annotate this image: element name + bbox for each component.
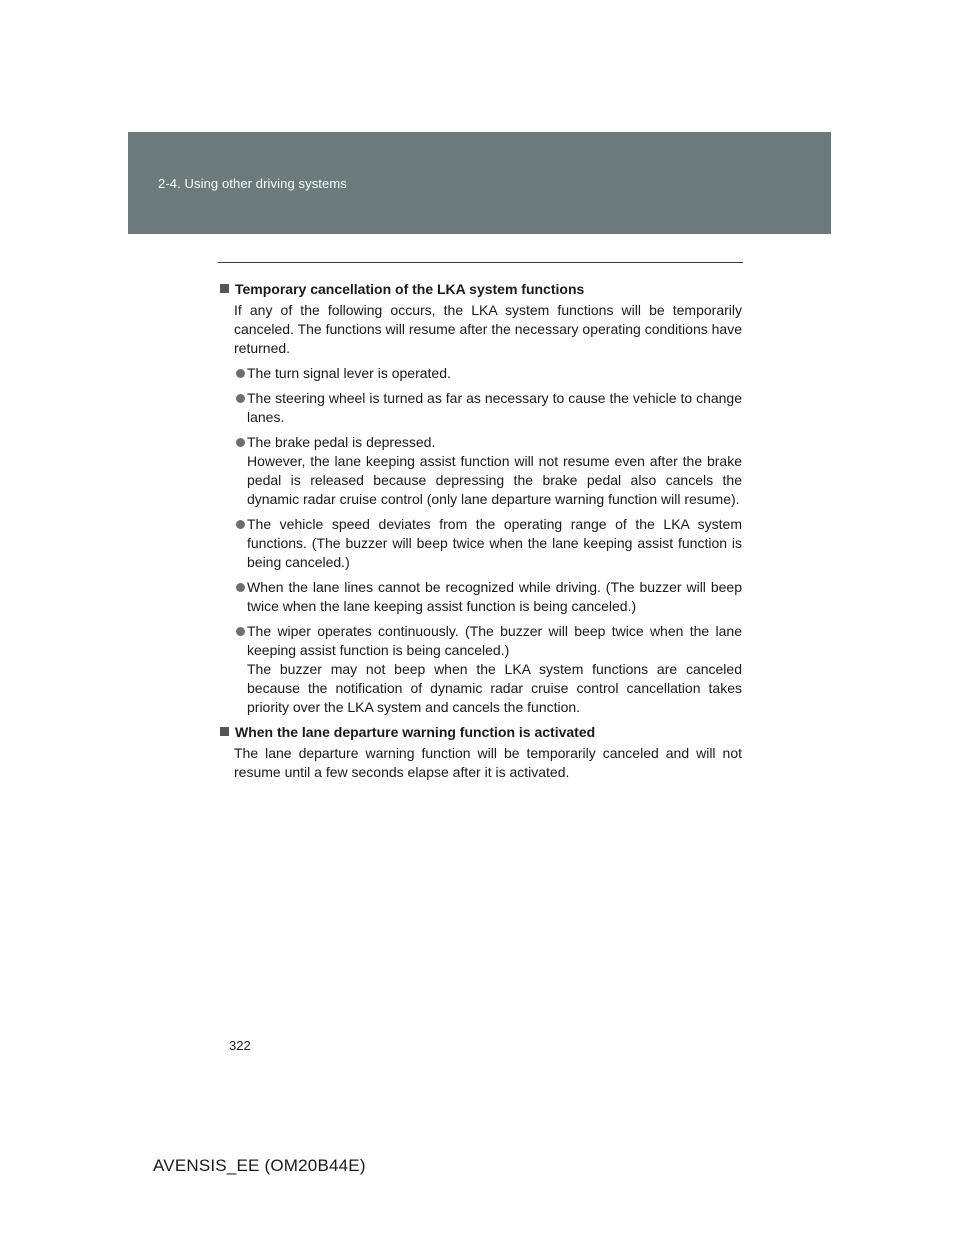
list-item: The turn signal lever is operated. (220, 364, 742, 383)
topic-heading: When the lane departure warning function is activated (220, 723, 742, 742)
content-area (220, 280, 742, 788)
round-bullet-icon (236, 520, 245, 529)
list-item: When the lane lines cannot be recognized while driving. (The buzzer will beep twice when the lane keeping assist function is being canceled.) (220, 578, 742, 616)
topic-paragraph: If any of the following occurs, the LKA system functions will be temporarily canceled. The functions will resume after the necessary operating conditions have returned. (234, 302, 742, 356)
list-item: The brake pedal is depressed. However, the lane keeping assist function will not resume even after the brake pedal is released because depressing the brake pedal also cancels the dynamic radar cruise control (only lane departure warning function will resume). (220, 433, 742, 509)
header-band (128, 132, 831, 234)
round-bullet-icon (236, 369, 245, 378)
round-bullet-icon (236, 394, 245, 403)
section-title: 2-4. Using other driving systems (158, 176, 347, 191)
square-bullet-icon (220, 727, 229, 736)
page-number: 322 (229, 1038, 251, 1053)
round-bullet-icon (236, 627, 245, 636)
document-code: AVENSIS_EE (OM20B44E) (153, 1156, 366, 1175)
topic-paragraph: The lane departure warning function will be temporarily canceled and will not resume until a few seconds elapse after it is activated. (234, 745, 742, 780)
top-rule (218, 262, 743, 263)
topic-heading: Temporary cancellation of the LKA system functions (220, 280, 742, 299)
list-item: The wiper operates continuously. (The buzzer will beep twice when the lane keeping assist function is being canceled.) The buzzer may not beep when the LKA system functions are canceled because the notification of dynamic radar cruise control cancellation takes priority over the LKA system and cancels the function. (220, 622, 742, 717)
round-bullet-icon (236, 438, 245, 447)
square-bullet-icon (220, 284, 229, 293)
round-bullet-icon (236, 583, 245, 592)
list-item: The vehicle speed deviates from the operating range of the LKA system functions. (The buzzer will beep twice when the lane keeping assist function is being canceled.) (220, 515, 742, 572)
list-item: The steering wheel is turned as far as necessary to cause the vehicle to change lanes. (220, 389, 742, 427)
